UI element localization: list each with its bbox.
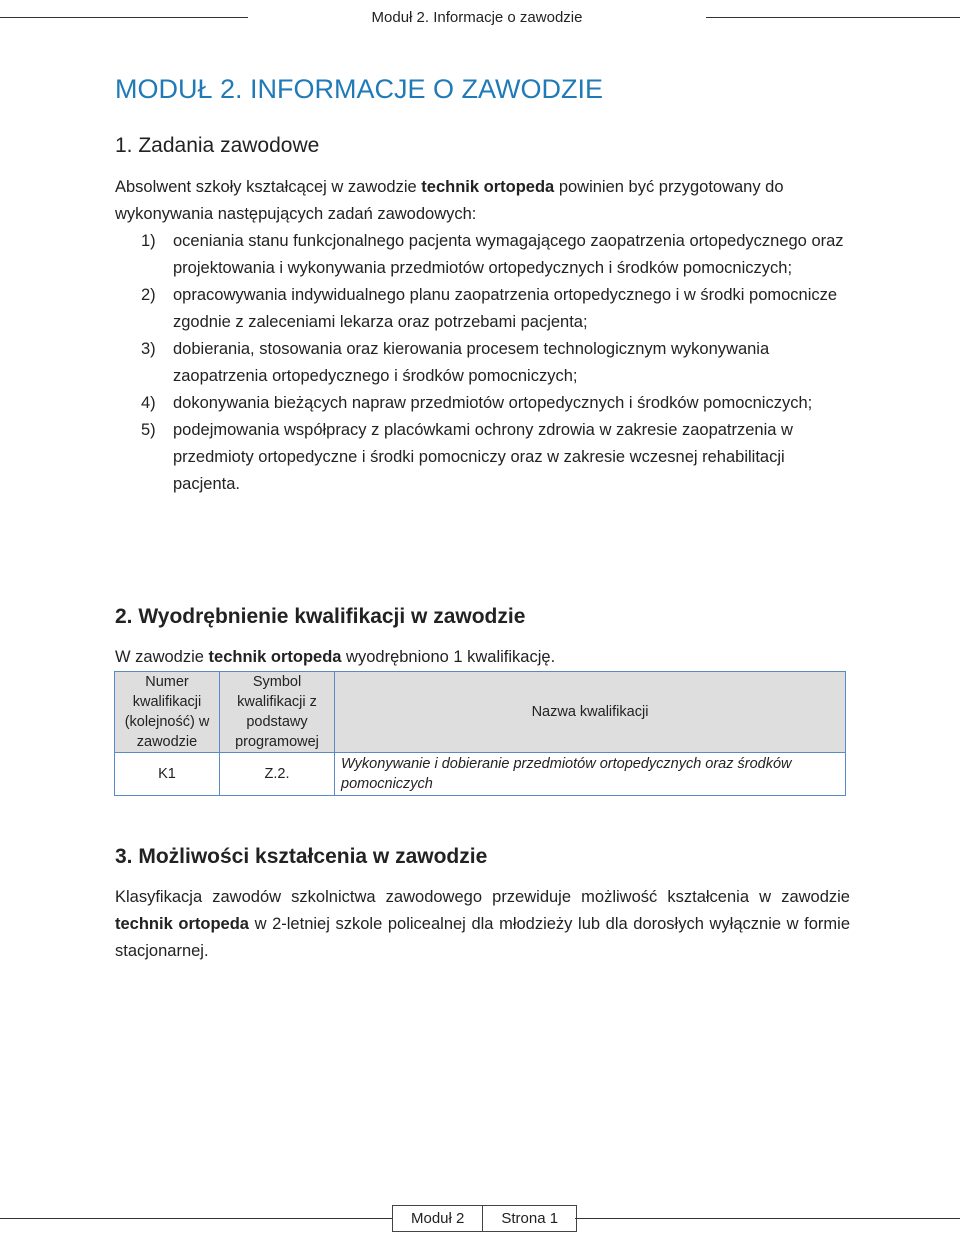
section-2-intro [115,644,850,671]
running-header: Moduł 2. Informacje o zawodzie [371,9,583,26]
list-item [115,336,850,390]
cell-number: K1 [115,753,220,796]
section-2-intro-post: wyodrębniono 1 kwalifikację. [341,648,556,666]
task-list [115,228,850,498]
list-item-text: opracowywania indywidualnego planu zaopatrzenia ortopedycznego i w środki pomocnicze zgodnie z zaleceniami lekarza oraz potrzebami pacjenta; [173,286,838,331]
list-item [115,390,850,417]
cell-symbol: Z.2. [220,753,335,796]
list-item-text: dokonywania bieżących napraw przedmiotów ortopedycznych i środków pomocniczych; [173,394,813,412]
column-header-name: Nazwa kwalifikacji [335,672,846,753]
list-item-text: oceniania stanu funkcjonalnego pacjenta wymagającego zaopatrzenia ortopedycznego oraz projektowania i wykonywania przedmiotów ortopedycznych i środków pomocniczych; [173,232,844,277]
section-1-intro [115,174,850,228]
footer-module: Moduł 2 [392,1205,483,1232]
cell-name: Wykonywanie i dobieranie przedmiotów ortopedycznych oraz środków pomocniczych [335,753,846,796]
header-rule-right [706,17,960,18]
column-header-number: Numer kwalifikacji (kolejność) w zawodzie [115,672,220,753]
list-item [115,228,850,282]
list-item [115,417,850,498]
section-1-intro-pre: Absolwent szkoły kształcącej w zawodzie [115,178,422,196]
section-1-intro-post: powinien być przygotowany do wykonywania następujących zadań zawodowych: [115,178,784,223]
footer-page-number: Strona 1 [483,1205,577,1232]
list-item-number: 1) [141,232,156,250]
table-header-row [115,672,846,753]
column-header-symbol: Symbol kwalifikacji z podstawy programowej [220,672,335,753]
list-item-text: podejmowania współpracy z placówkami ochrony zdrowia w zakresie zaopatrzenia w przedmioty ortopedyczne i środki pomocniczy oraz w zakresie wczesnej rehabilitacji pacjenta. [173,421,793,493]
header-rule-left [0,17,248,18]
list-item-text: dobierania, stosowania oraz kierowania procesem technologicznym wykonywania zaopatrzenia ortopedycznego i środków pomocniczych; [173,340,770,385]
section-3-text-post: w 2-letniej szkole policealnej dla młodzieży lub dla dorosłych wyłącznie w formie stacjonarnej. [115,915,851,960]
section-1-intro-bold: technik ortopeda [421,178,555,196]
list-item-number: 4) [141,394,156,412]
list-item-number: 3) [141,340,156,358]
section-3-text [115,884,850,965]
section-2-intro-bold: technik ortopeda [208,648,342,666]
section-2-intro-pre: W zawodzie [115,648,209,666]
footer-rule-left [0,1218,392,1219]
table-row [115,753,846,796]
module-title: MODUŁ 2. INFORMACJE O ZAWODZIE [115,74,604,104]
list-item-number: 5) [141,421,156,439]
section-2-heading: 2. Wyodrębnienie kwalifikacji w zawodzie [115,605,526,628]
list-item [115,282,850,336]
section-3-text-bold: technik ortopeda [115,915,249,933]
section-3-heading: 3. Możliwości kształcenia w zawodzie [115,845,488,868]
qualification-table [114,671,846,796]
page-footer [392,1205,577,1232]
list-item-number: 2) [141,286,156,304]
footer-rule-right [575,1218,960,1219]
section-3-text-pre: Klasyfikacja zawodów szkolnictwa zawodowego przewiduje możliwość kształcenia w zawodzie [115,888,850,906]
section-1-heading: 1. Zadania zawodowe [115,134,320,157]
